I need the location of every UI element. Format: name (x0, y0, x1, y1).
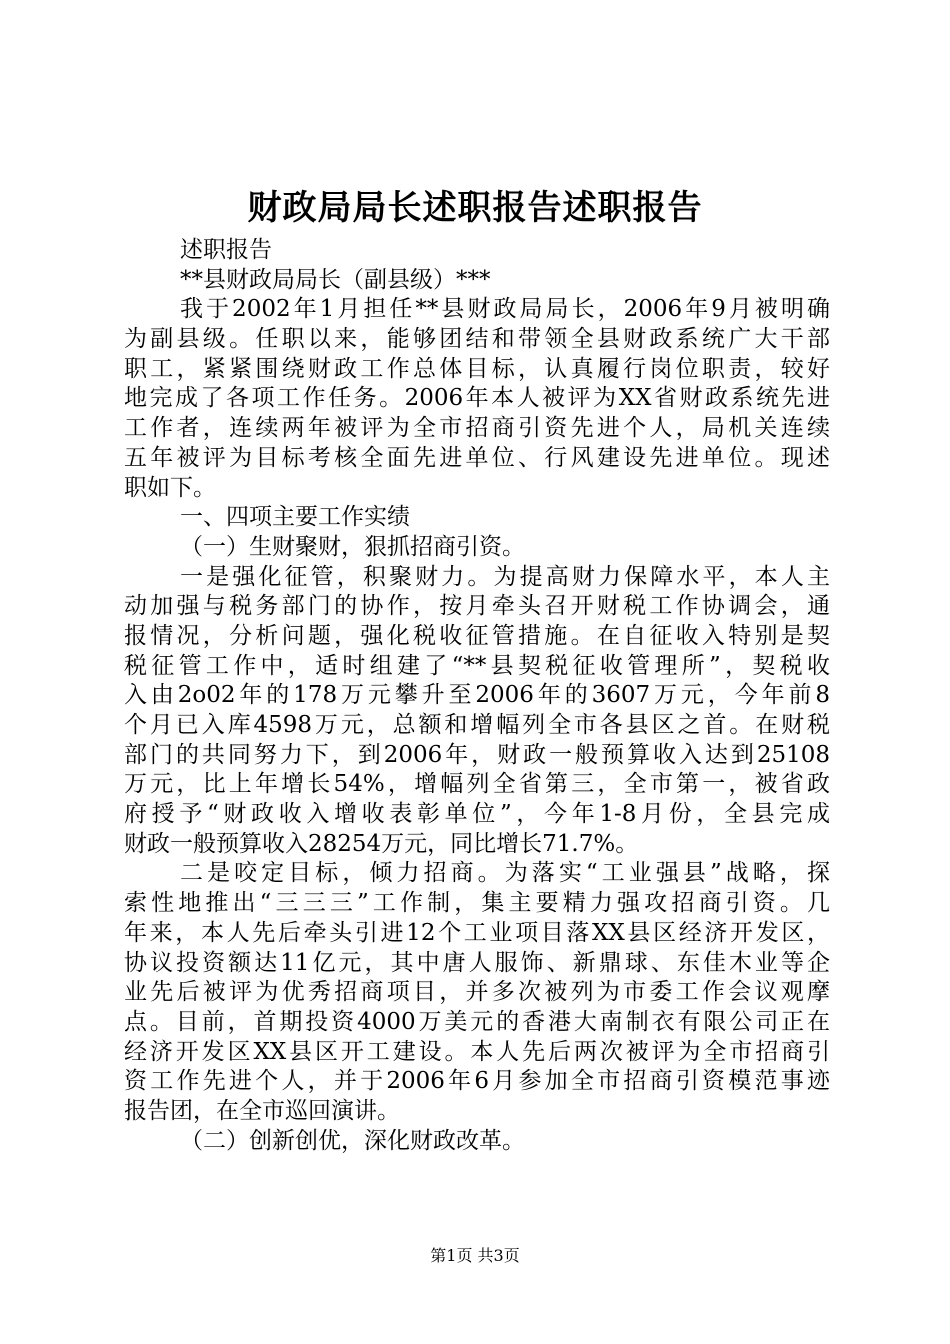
text-line: 业先后被评为优秀招商项目，并多次被列为市委工作会议观摩 (124, 979, 830, 1006)
text-line: 部门的共同努力下，到2006年，财政一般预算收入达到25108 (124, 741, 830, 768)
text-line: 动加强与税务部门的协作，按月牵头召开财税工作协调会，通 (124, 593, 830, 620)
text-line: 地完成了各项工作任务。2006年本人被评为XX省财政系统先进 (124, 385, 830, 412)
text-line: 经济开发区XX县区开工建设。本人先后两次被评为全市招商引 (124, 1038, 830, 1065)
text-line: 职如下。 (124, 474, 216, 501)
page-footer: 第1页 共3页 (430, 1246, 520, 1265)
text-line: 五年被评为目标考核全面先进单位、行风建设先进单位。现述 (124, 444, 830, 471)
text-line: 我于2002年1月担任**县财政局局长，2006年9月被明确 (180, 296, 830, 323)
document-body (124, 236, 830, 1156)
text-line: 一是强化征管，积聚财力。为提高财力保障水平，本人主 (180, 563, 830, 590)
text-line: 述职报告 (180, 237, 272, 263)
text-line: 报告团，在全市巡回演讲。 (124, 1097, 400, 1124)
text-line: （一）生财聚财，狠抓招商引资。 (180, 533, 525, 560)
text-line: 资工作先进个人，并于2006年6月参加全市招商引资模范事迹 (124, 1068, 830, 1095)
text-line: 入由2o02年的178万元攀升至2006年的3607万元，今年前8 (124, 682, 830, 709)
text-line: 协议投资额达11亿元，其中唐人服饰、新鼎球、东佳木业等企 (124, 949, 830, 976)
text-line: 为副县级。任职以来，能够团结和带领全县财政系统广大干部 (124, 326, 830, 353)
text-line: 报情况，分析问题，强化税收征管措施。在自征收入特别是契 (124, 622, 830, 649)
text-line: 财政一般预算收入28254万元，同比增长71.7%。 (124, 830, 639, 857)
document-title: 财政局局长述职报告述职报告 (247, 188, 703, 228)
text-line: 万元，比上年增长54%，增幅列全省第三，全市第一，被省政 (124, 771, 830, 798)
text-line: 职工，紧紧围绕财政工作总体目标，认真履行岗位职责，较好 (124, 355, 830, 382)
text-line: （二）创新创优，深化财政改革。 (180, 1127, 525, 1154)
text-line: 年来，本人先后牵头引进12个工业项目落XX县区经济开发区， (124, 919, 830, 946)
text-line: 个月已入库4598万元，总额和增幅列全市各县区之首。在财税 (124, 712, 830, 738)
text-line: 点。目前，首期投资4000万美元的香港大南制衣有限公司正在 (124, 1008, 830, 1035)
text-line: 索性地推出“三三三”工作制，集主要精力强攻招商引资。几 (124, 890, 830, 917)
text-line: 府授予“财政收入增收表彰单位”，今年1-8月份，全县完成 (124, 801, 830, 828)
text-line: 税征管工作中，适时组建了“**县契税征收管理所”，契税收 (124, 652, 830, 679)
text-line: **县财政局局长（副县级）*** (180, 266, 491, 293)
text-line: 工作者，连续两年被评为全市招商引资先进个人，局机关连续 (124, 415, 830, 442)
text-line: 一、四项主要工作实绩 (180, 504, 410, 531)
text-line: 二是咬定目标，倾力招商。为落实“工业强县”战略，探 (180, 860, 830, 887)
